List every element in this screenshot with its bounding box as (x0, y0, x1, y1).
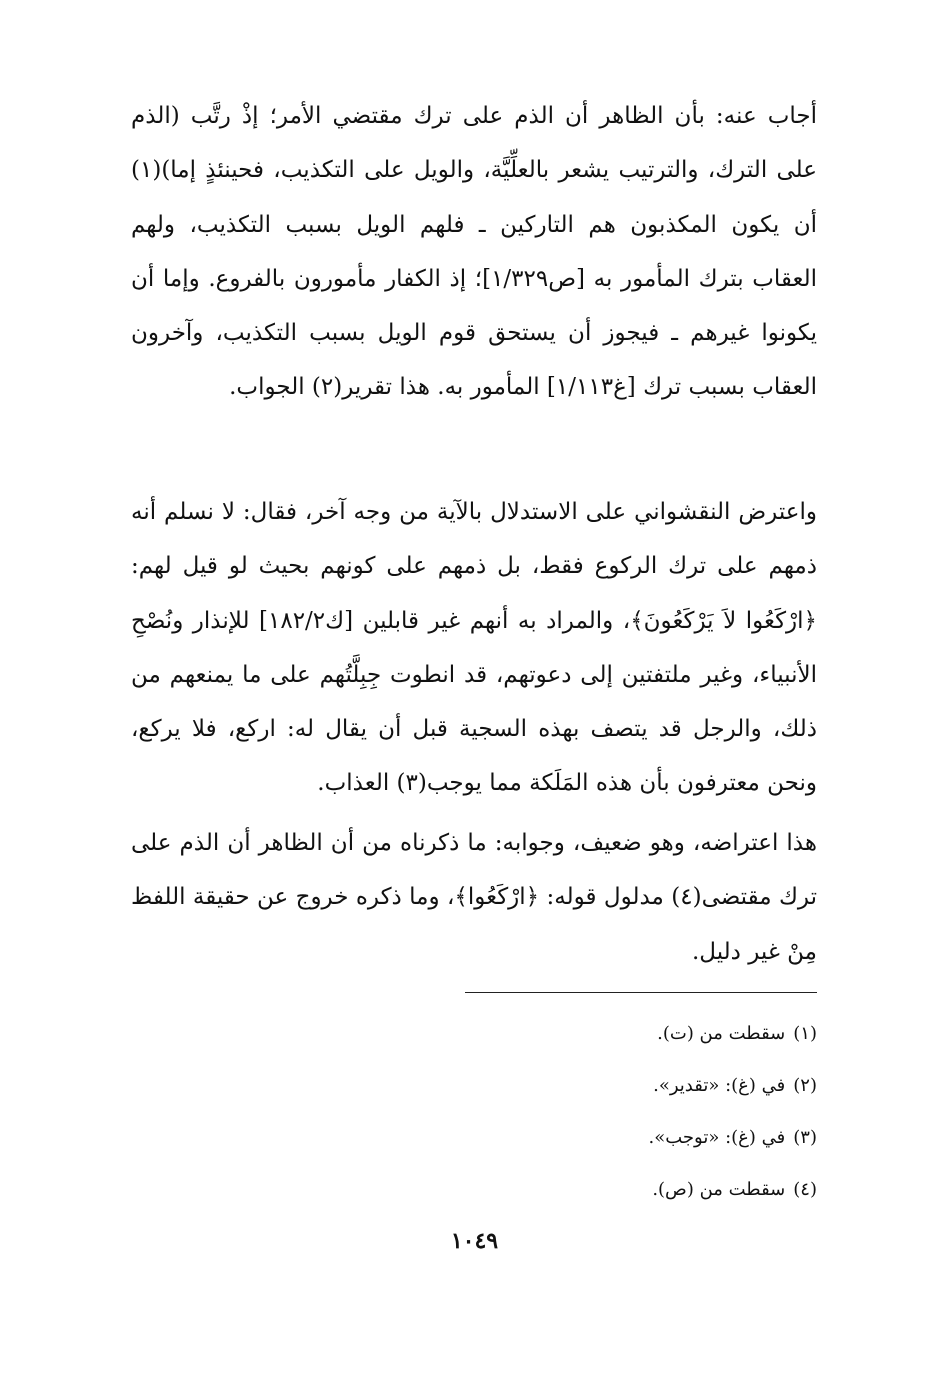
footnote-3 (457, 1112, 817, 1164)
footnote-text: في (غ): «توجب». (648, 1127, 786, 1148)
footnote-4 (457, 1164, 817, 1216)
paragraph-3: هذا اعتراضه، وهو ضعيف، وجوابه: ما ذكرناه من أن الظاهر أن الذم على ترك مقتضى(٤) مدلول قوله: ﴿ارْكَعُوا﴾، وما ذكره خروج عن حقيقة اللفظ مِنْ غير دليل. (131, 830, 818, 965)
page-number: ١٠٤٩ (450, 1228, 499, 1254)
footnote-text: سقطت من (ص). (652, 1179, 786, 1200)
footnote-number: (٤) (793, 1179, 817, 1200)
footnote-1 (457, 1008, 817, 1060)
footnote-number: (١) (793, 1023, 817, 1044)
footnote-2 (457, 1060, 817, 1112)
footnote-number: (٣) (793, 1127, 817, 1148)
paragraph-1: أجاب عنه: بأن الظاهر أن الذم على ترك مقتضي الأمر؛ إذْ رتَّب (الذم على الترك، والترتيب يشعر بالعلِّيَّة، والويل على التكذيب، فحينئذٍ إما)(١) أن يكون المكذبون هم التاركين ـ فلهم الويل بسبب التكذيب، ولهم العقاب بترك المأمور به [ص١/٣٢٩]؛ إذ الكفار مأمورون بالفروع. وإما أن يكونوا غيرهم ـ فيجوز أن يستحق قوم الويل بسبب التكذيب، وآخرون العقاب بسبب ترك [غ١/١١٣] المأمور به. هذا تقرير(٢) الجواب. (131, 103, 818, 401)
footnotes-section (457, 1008, 817, 1216)
paragraph-2: واعترض النقشواني على الاستدلال بالآية من وجه آخر، فقال: لا نسلم أنه ذمهم على ترك الركوع فقط، بل ذمهم على كونهم بحيث لو قيل لهم: ﴿ارْكَعُوا لاَ يَرْكَعُونَ﴾، والمراد به أنهم غير قابلين [ك١٨٢/٢] للإنذار ونُصْحِ الأنبياء، وغير ملتفتين إلى دعوتهم، قد انطوت جِبِلَّتُهم على ما يمنعهم من ذلك، والرجل قد يتصف بهذه السجية قبل أن يقال له: اركع، فلا يركع، ونحن معترفون بأن هذه المَلَكة مما يوجب(٣) العذاب. (131, 499, 817, 797)
footnote-number: (٢) (793, 1075, 817, 1096)
footnote-text: سقطت من (ت). (657, 1023, 786, 1044)
footnote-separator (465, 992, 817, 993)
footnote-text: في (غ): «تقدير». (653, 1075, 786, 1096)
